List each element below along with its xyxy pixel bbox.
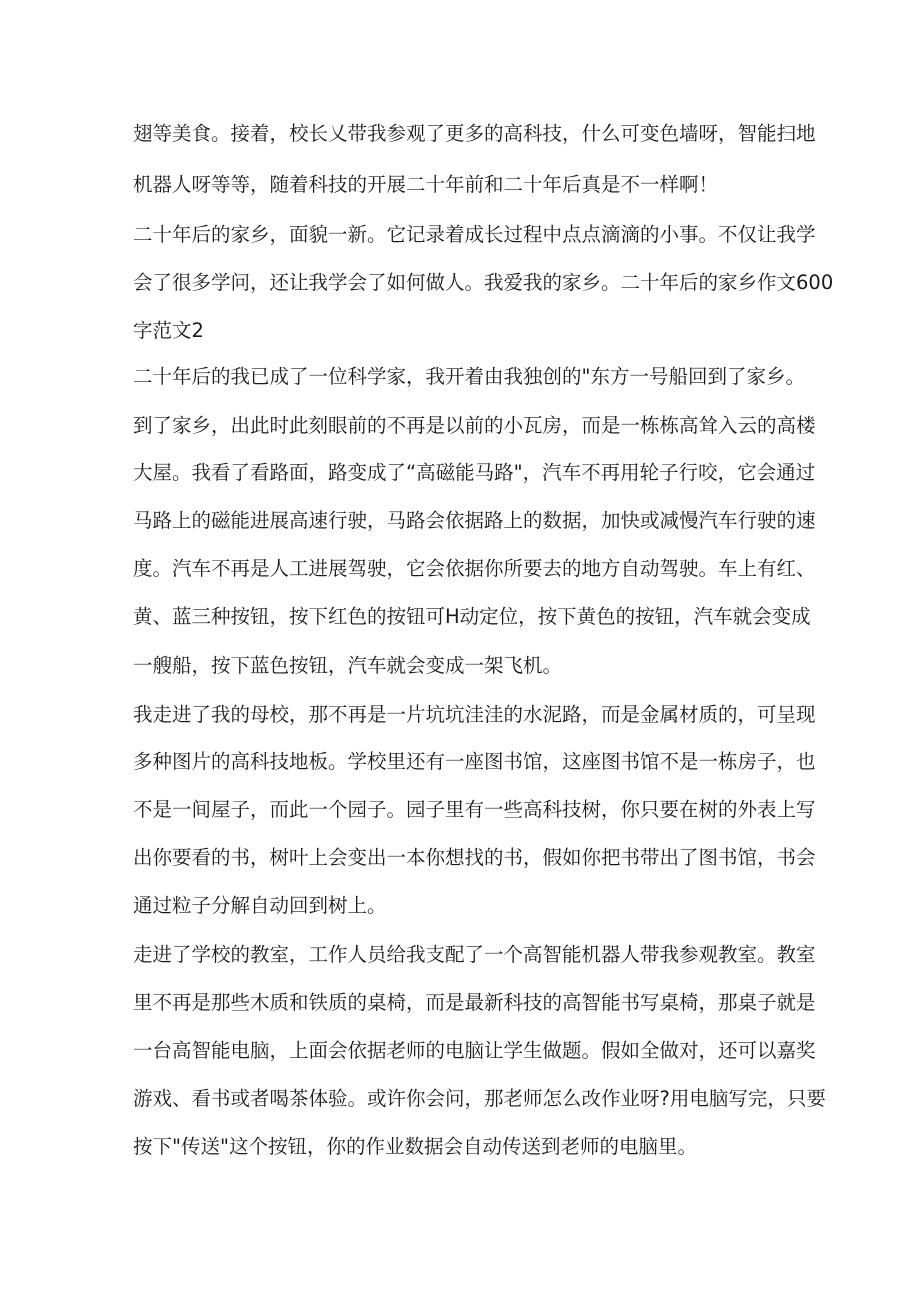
text-line: 多种图片的高科技地板。学校里还有一座图书馆，这座图书馆不是一栋房子，也	[133, 750, 816, 773]
text-line: 到了家乡，出此时此刻眼前的不再是以前的小瓦房，而是一栋栋高耸入云的高楼	[133, 414, 816, 437]
text-line: 马路上的磁能进展高速行驶，马路会依据路上的数据，加快或减慢汽车行驶的速	[133, 509, 816, 532]
text-line: 不是一间屋子，而此一个园子。园子里有一些高科技树，你只要在树的外表上写	[133, 798, 816, 821]
text-line: 二十年后的我已成了一位科学家，我开着由我独创的"东方一号船回到了家乡。	[133, 365, 805, 388]
text-line: 字范文2	[133, 319, 204, 342]
text-line: 走进了学校的教室，工作人员给我支配了一个高智能机器人带我参观教室。教室	[133, 943, 816, 966]
text-line: 里不再是那些木质和铁质的桌椅，而是最新科技的高智能书写桌椅，那桌子就是	[133, 991, 816, 1014]
text-line: 黄、蓝三种按钮，按下红色的按钮可H动定位，按下黄色的按钮，汽车就会变成	[133, 605, 811, 628]
text-line: 度。汽车不再是人工进展驾驶，它会依据你所要去的地方自动驾驶。车上有红、	[133, 557, 816, 580]
text-line: 出你要看的书，树叶上会变出一本你想找的书，假如你把书带出了图书馆，书会	[133, 846, 816, 869]
text-line: 会了很多学问，还让我学会了如何做人。我爱我的家乡。二十年后的家乡作文600	[133, 271, 834, 294]
text-line: 按下"传送"这个按钮，你的作业数据会自动传送到老师的电脑里。	[133, 1135, 697, 1158]
text-line: 游戏、看书或者喝茶体验。或许你会问，那老师怎么改作业呀?用电脑写完，只要	[133, 1087, 826, 1110]
text-line: 翅等美食。接着，校长乂带我参观了更多的高科技，什么可变色墙呀，智能扫地	[133, 122, 816, 145]
text-line: 我走进了我的母校，那不再是一片坑坑洼洼的水泥路，而是金属材质的，可呈现	[133, 703, 816, 726]
text-line: 一艘船，按下蓝色按钮，汽车就会变成一架飞机。	[133, 654, 563, 677]
text-line: 机器人呀等等，随着科技的开展二十年前和二十年后真是不一样啊！	[133, 173, 719, 196]
text-line: 二十年后的家乡，面貌一新。它记录着成长过程中点点滴滴的小事。不仅让我学	[133, 223, 816, 246]
text-line: 一台高智能电脑，上面会依据老师的电脑让学生做题。假如全做对，还可以嘉奖	[133, 1039, 816, 1062]
text-line: 大屋。我看了看路面，路变成了“高磁能马路"，汽车不再用轮子行咬，它会通过	[133, 461, 816, 484]
text-line: 通过粒子分解自动回到树上。	[133, 894, 387, 917]
